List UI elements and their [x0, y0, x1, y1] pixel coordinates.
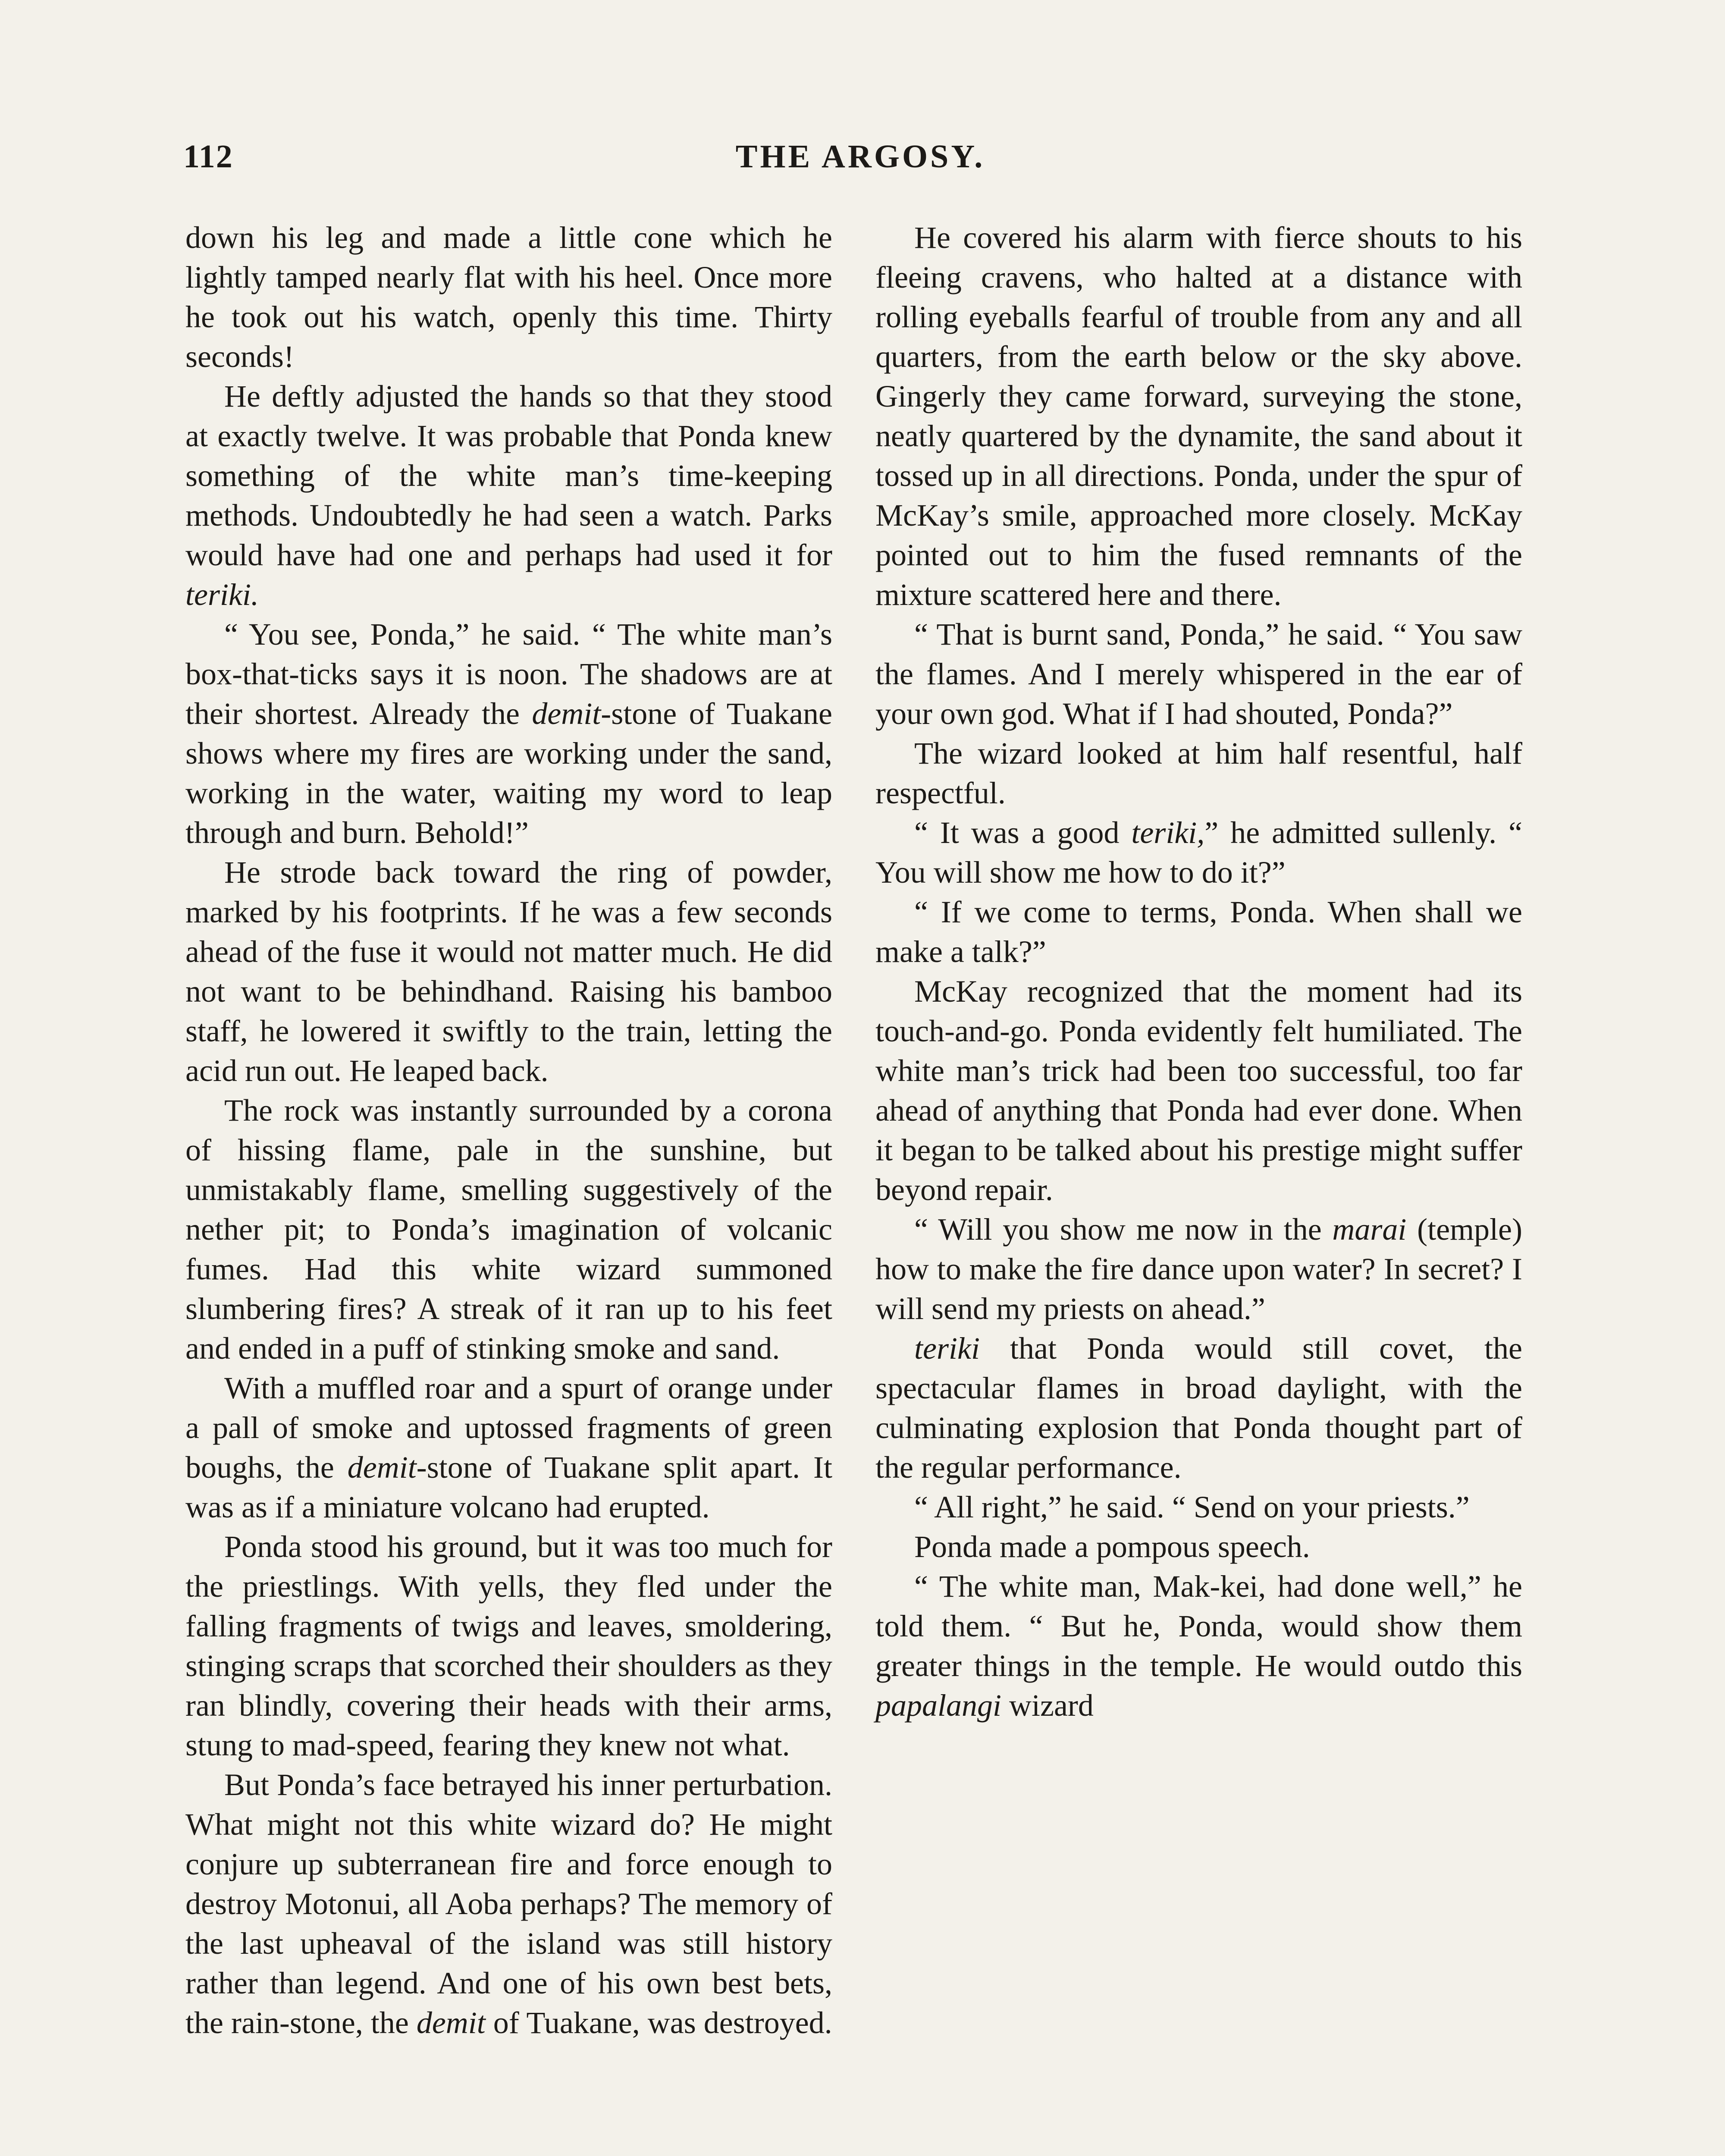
paragraph: He strode back toward the ring of powder, marked by his footprints. If he was a few seconds ahead of the fuse it would not matter much. He did not want to be behindhand. Raising his bamboo staff, he lowered it swiftly to the train, letting the acid run out. He leaped back.	[185, 855, 832, 1088]
paragraph: But Ponda’s face betrayed his inner perturbation. What might not this white wizard do? He might conjure up subterranean fire and force enough to destroy Motonui, all Aoba perhaps? The memory of the last upheaval of the island was still history rather than legend. And one of his own best bets, the rain-stone, the demit of Tuakane, was destroyed.	[185, 1767, 832, 2040]
right-column	[875, 218, 1522, 1725]
paragraph: “ The white man, Mak-kei, had done well,” he told them. “ But he, Ponda, would show them greater things in the temple. He would outdo this papalangi wizard	[875, 1569, 1522, 1723]
paragraph: “ You see, Ponda,” he said. “ The white man’s box-that-ticks says it is noon. The shadows are at their shortest. Already the demit-stone of Tuakane shows where my fires are working under the sand, working in the water, waiting my word to leap through and burn. Behold!”	[185, 617, 832, 850]
paragraph: Ponda stood his ground, but it was too much for the priestlings. With yells, they fled under the falling fragments of twigs and leaves, smoldering, stinging scraps that scorched their shoulders as they ran blindly, covering their heads with their arms, stung to mad-speed, fearing they knew not what.	[185, 1529, 832, 1762]
paragraph: teriki that Ponda would still covet, the spectacular flames in broad daylight, with the culminating explosion that Ponda thought part of the regular performance.	[875, 1331, 1522, 1485]
paragraph: He covered his alarm with fierce shouts to his fleeing cravens, who halted at a distance with rolling eyeballs fearful of trouble from any and all quarters, from the earth below or the sky above. Gingerly they came forward, surveying the stone, neatly quartered by the dynamite, the sand about it tossed up in all directions. Ponda, under the spur of McKay’s smile, approached more closely. McKay pointed out to him the fused remnants of the mixture scattered here and there.	[875, 220, 1522, 612]
paragraph: He deftly adjusted the hands so that they stood at exactly twelve. It was probable that Ponda knew something of the white man’s time-keeping methods. Undoubtedly he had seen a watch. Parks would have had one and perhaps had used it for teriki.	[185, 379, 832, 612]
paragraph: “ If we come to terms, Ponda. When shall we make a talk?”	[875, 895, 1522, 969]
paragraph: down his leg and made a little cone which he lightly tamped nearly flat with his heel. Once more he took out his watch, openly this time. Thirty seconds!	[185, 220, 832, 374]
paragraph: Ponda made a pompous speech.	[914, 1529, 1310, 1564]
paragraph: “ That is burnt sand, Ponda,” he said. “ You saw the flames. And I merely whispered in the ear of your own god. What if I had shouted, Ponda?”	[875, 617, 1522, 731]
paragraph: With a muffled roar and a spurt of orange under a pall of smoke and uptossed fragments of green boughs, the demit-stone of Tuakane split apart. It was as if a miniature volcano had erupted.	[185, 1371, 832, 1524]
paragraph: “ It was a good teriki,” he admitted sullenly. “ You will show me how to do it?”	[875, 815, 1522, 890]
left-column	[185, 218, 832, 2043]
paragraph: “ All right,” he said. “ Send on your priests.”	[914, 1490, 1470, 1524]
paragraph: The wizard looked at him half resentful, half respectful.	[875, 736, 1522, 810]
paragraph: The rock was instantly surrounded by a corona of hissing flame, pale in the sunshine, but unmistakably flame, smelling suggestively of the nether pit; to Ponda’s imagination of volcanic fumes. Had this white wizard summoned slumbering fires? A streak of it ran up to his feet and ended in a puff of stinking smoke and sand.	[185, 1093, 832, 1366]
page-header	[183, 138, 1537, 190]
running-head: THE ARGOSY.	[735, 138, 985, 175]
page-number: 112	[183, 138, 233, 175]
paragraph: McKay recognized that the moment had its touch-and-go. Ponda evidently felt humiliated. The white man’s trick had been too successful, too far ahead of anything that Ponda had ever done. When it began to be talked about his prestige might suffer beyond repair.	[875, 974, 1522, 1207]
paragraph: “ Will you show me now in the marai (temple) how to make the fire dance upon water? In secret? I will send my priests on ahead.”	[875, 1212, 1522, 1326]
